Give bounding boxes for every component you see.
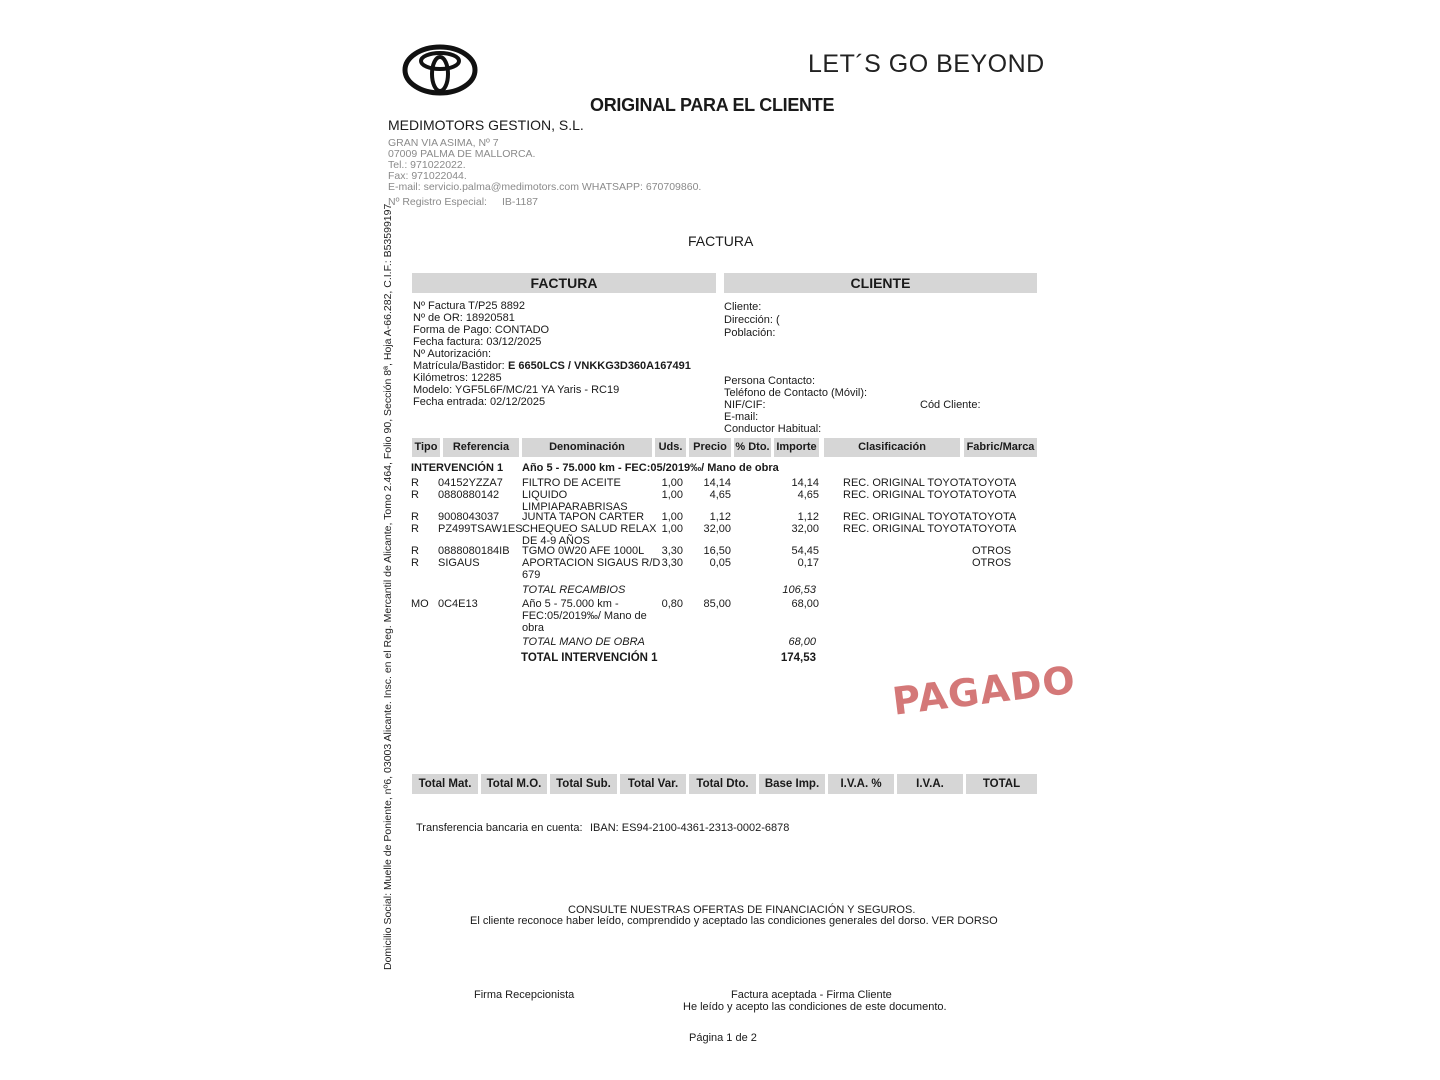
row-uds: 0,80: [661, 598, 683, 610]
cliente-contact-line: Teléfono de Contacto (Móvil):: [724, 387, 868, 399]
col-referencia: Referencia: [443, 438, 519, 457]
total-sub-header: Total Sub.: [550, 774, 617, 794]
iva-header: I.V.A.: [897, 774, 963, 794]
address-line: 07009 PALMA DE MALLORCA.: [388, 148, 536, 160]
cliente-line: Dirección: (: [724, 314, 780, 326]
page-number: Página 1 de 2: [689, 1032, 757, 1044]
base-imp-header: Base Imp.: [759, 774, 825, 794]
row-denominacion: CHEQUEO SALUD RELAX DE 4-9 AÑOS: [522, 523, 657, 547]
col-importe: Importe: [774, 438, 819, 457]
col-dto: % Dto.: [734, 438, 771, 457]
row-tipo: R: [411, 545, 419, 557]
col-uds: Uds.: [655, 438, 686, 457]
total-intervencion-label: TOTAL INTERVENCIÓN 1: [521, 652, 658, 664]
row-uds: 1,00: [661, 523, 683, 535]
intervencion-label: INTERVENCIÓN 1: [411, 462, 504, 474]
bank-label: Transferencia bancaria en cuenta:: [416, 822, 583, 834]
firma-cliente: Factura aceptada - Firma Cliente: [731, 989, 892, 1001]
row-uds: 1,00: [661, 511, 683, 523]
pagado-stamp: PAGADO: [890, 657, 1079, 724]
cliente-heading: CLIENTE: [724, 273, 1037, 293]
cliente-contact-line: Persona Contacto:: [724, 375, 816, 387]
factura-line: Kilómetros: 12285: [413, 372, 502, 384]
row-tipo: R: [411, 511, 419, 523]
row-clasificacion: REC. ORIGINAL TOYOTA: [843, 477, 972, 489]
col-marca: Fabric/Marca: [964, 438, 1037, 457]
row-uds: 3,30: [661, 557, 683, 569]
doc-title: FACTURA: [688, 233, 754, 249]
row-importe: 4,65: [797, 489, 819, 501]
row-precio: 0,05: [709, 557, 731, 569]
iva-pct-header: I.V.A. %: [828, 774, 894, 794]
col-tipo: Tipo: [412, 438, 440, 457]
total-dto-header: Total Dto.: [689, 774, 756, 794]
factura-heading: FACTURA: [412, 273, 716, 293]
cliente-line: Población:: [724, 327, 776, 339]
row-referencia: 04152YZZA7: [438, 477, 503, 489]
factura-line: Fecha entrada: 02/12/2025: [413, 396, 546, 408]
row-referencia: 0888080184IB: [438, 545, 510, 557]
total-recambios-value: 106,53: [782, 584, 816, 596]
registro-label: Nº Registro Especial:: [388, 196, 487, 208]
row-importe: 1,12: [797, 511, 819, 523]
factura-line: Fecha factura: 03/12/2025: [413, 336, 542, 348]
row-denominacion: Año 5 - 75.000 km - FEC:05/2019‰/ Mano de obra: [522, 598, 647, 634]
row-importe: 32,00: [791, 523, 819, 535]
address-line: GRAN VIA ASIMA, Nº 7: [388, 137, 499, 149]
row-clasificacion: REC. ORIGINAL TOYOTA: [843, 523, 972, 535]
toyota-logo-icon: [402, 44, 478, 96]
total-mo-value: 68,00: [788, 636, 816, 648]
row-tipo: R: [411, 523, 419, 535]
original-title: ORIGINAL PARA EL CLIENTE: [590, 95, 835, 115]
row-marca: OTROS: [972, 545, 1012, 557]
row-clasificacion: REC. ORIGINAL TOYOTA: [843, 489, 972, 501]
total-var-header: Total Var.: [620, 774, 686, 794]
row-referencia: PZ499TSAW1ES: [438, 523, 523, 535]
row-tipo: MO: [411, 598, 429, 610]
bank-iban: IBAN: ES94-2100-4361-2313-0002-6878: [590, 822, 790, 834]
total-header: TOTAL: [966, 774, 1037, 794]
total-mat-header: Total Mat.: [412, 774, 478, 794]
col-precio: Precio: [689, 438, 731, 457]
intervencion-desc: Año 5 - 75.000 km - FEC:05/2019‰/ Mano de obra: [522, 462, 779, 474]
matricula-value: E 6650LCS / VNKKG3D360A167491: [508, 360, 691, 372]
col-denominacion: Denominación: [522, 438, 652, 457]
row-precio: 1,12: [709, 511, 731, 523]
row-denominacion: JUNTA TAPON CARTER: [522, 511, 645, 523]
row-denominacion: TGMO 0W20 AFE 1000L: [522, 545, 645, 557]
row-importe: 54,45: [791, 545, 819, 557]
total-mo-label: TOTAL MANO DE OBRA: [522, 636, 645, 648]
row-tipo: R: [411, 489, 419, 501]
row-marca: TOYOTA: [972, 511, 1017, 523]
row-uds: 1,00: [661, 489, 683, 501]
row-uds: 3,30: [661, 545, 683, 557]
footer-conditions: El cliente reconoce haber leído, comprendido y aceptado las condiciones generales del dorso. VER DORSO: [470, 915, 998, 927]
slogan: LET´S GO BEYOND: [808, 50, 1045, 78]
cod-cliente-label: Cód Cliente:: [920, 399, 981, 411]
factura-line: Nº Factura T/P25 8892: [413, 300, 526, 312]
row-precio: 16,50: [703, 545, 731, 557]
row-referencia: SIGAUS: [438, 557, 480, 569]
factura-line: Modelo: YGF5L6F/MC/21 YA Yaris - RC19: [413, 384, 620, 396]
row-marca: OTROS: [972, 557, 1012, 569]
company-name: MEDIMOTORS GESTION, S.L.: [388, 117, 584, 133]
row-importe: 68,00: [791, 598, 819, 610]
row-denominacion: FILTRO DE ACEITE: [522, 477, 621, 489]
row-marca: TOYOTA: [972, 523, 1017, 535]
total-intervencion-value: 174,53: [780, 652, 816, 664]
factura-line: Nº Autorización:: [413, 348, 491, 360]
row-referencia: 0C4E13: [438, 598, 478, 610]
row-precio: 4,65: [709, 489, 731, 501]
cliente-contact-line: E-mail:: [724, 411, 759, 423]
row-importe: 14,14: [791, 477, 819, 489]
registro-value: IB-1187: [502, 196, 538, 208]
legal-side-text: Domicilio Social: Muelle de Poniente, nº6, 03003 Alicante. Insc. en el Reg. Mercantil de Alicante, Tomo 2.464, Folio 90, Sección 8ª, Hoja A-66.282, C.I.F.: B53599197: [382, 203, 394, 970]
address-line: Fax: 971022044.: [388, 170, 467, 182]
total-recambios-label: TOTAL RECAMBIOS: [522, 584, 626, 596]
cliente-line: Cliente:: [724, 301, 762, 313]
total-mo-header: Total M.O.: [481, 774, 547, 794]
row-referencia: 0880880142: [438, 489, 500, 501]
row-precio: 85,00: [703, 598, 731, 610]
row-marca: TOYOTA: [972, 477, 1017, 489]
row-importe: 0,17: [797, 557, 819, 569]
row-precio: 14,14: [703, 477, 731, 489]
factura-line: Nº de OR: 18920581: [413, 312, 515, 324]
address-line: E-mail: servicio.palma@medimotors.com WHATSAPP: 670709860.: [388, 181, 702, 193]
row-marca: TOYOTA: [972, 489, 1017, 501]
firma-cliente-note: He leído y acepto las condiciones de este documento.: [683, 1001, 947, 1013]
row-denominacion: LIQUIDO LIMPIAPARABRISAS: [522, 489, 628, 513]
row-denominacion: APORTACION SIGAUS R/D 679: [522, 557, 661, 581]
cliente-contact-line: Conductor Habitual:: [724, 423, 822, 435]
row-tipo: R: [411, 557, 419, 569]
matricula-label: Matrícula/Bastidor:: [413, 360, 505, 372]
row-referencia: 9008043037: [438, 511, 500, 523]
factura-line: Forma de Pago: CONTADO: [413, 324, 550, 336]
firma-recepcionista: Firma Recepcionista: [474, 989, 575, 1001]
col-clasificacion: Clasificación: [824, 438, 960, 457]
row-precio: 32,00: [703, 523, 731, 535]
row-clasificacion: REC. ORIGINAL TOYOTA: [843, 511, 972, 523]
cliente-contact-line: NIF/CIF:: [724, 399, 766, 411]
row-tipo: R: [411, 477, 419, 489]
row-uds: 1,00: [661, 477, 683, 489]
footer-offers: CONSULTE NUESTRAS OFERTAS DE FINANCIACIÓN Y SEGUROS.: [568, 904, 916, 916]
address-line: Tel.: 971022022.: [388, 159, 466, 171]
